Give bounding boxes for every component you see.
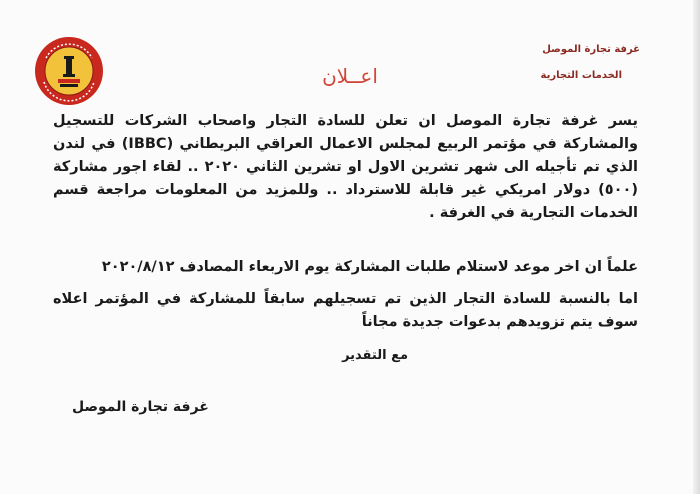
header-org-name: غرفة تجارة الموصل: [542, 44, 640, 55]
announcement-paragraph-deadline: علماً ان اخر موعد لاستلام طلبات المشاركة يوم الاربعاء المصادف ٢٠٢٠/٨/١٢: [101, 259, 638, 275]
closing-text: مع التقدير: [342, 348, 408, 363]
page-title: اعــلان: [322, 64, 378, 88]
scan-edge-shadow: [693, 0, 700, 494]
header-department: الخدمات التجارية: [540, 70, 622, 81]
announcement-paragraph-1: يسر غرفة تجارة الموصل ان تعلن للسادة التجار واصحاب الشركات للتسجيل والمشاركة في مؤتمر الربيع لمجلس الاعمال العراقي البريطاني (IBBC) في لندن الذي تم تأجيله الى شهر تشرين الاول او تشرين الثاني ٢٠٢٠ .. لقاء اجور مشاركة (٥٠٠) دولار امريكي غير قابلة للاسترداد .. وللمزيد من المعلومات مراجعة قسم الخدمات التجارية في الغرفة .: [53, 113, 639, 221]
announcement-paragraph-3: اما بالنسبة للسادة التجار الذين تم تسجيلهم سابقاً للمشاركة في المؤتمر اعلاه سوف يتم تزويدهم بدعوات جديدة مجاناً: [53, 291, 638, 330]
signature-text: غرفة تجارة الموصل: [72, 399, 209, 415]
